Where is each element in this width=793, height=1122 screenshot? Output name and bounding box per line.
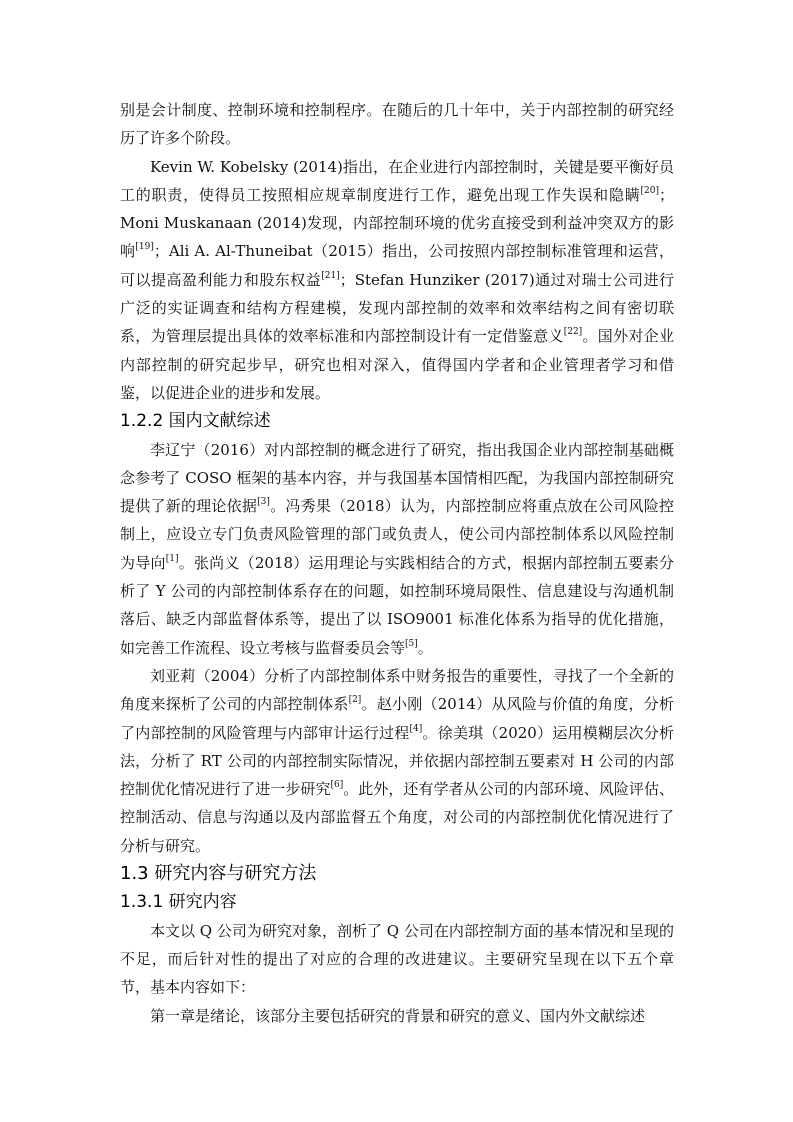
body-paragraph [120,662,674,860]
citation-ref: [4] [409,723,423,734]
text-run: 李辽宁（2016）对内部控制的概念进行了研究，指出我国企业内部控制基础概念参考了 COSO 框架的基本内容，并与我国基本国情相匹配，为我国内部控制研究提供了新的理论依据 [120,440,674,516]
text-run: 。冯秀果（2018）认为，内部控制应将重点放在公司风险控制上，应设立专门负责风险管理的部门或负责人，使公司内部控制体系以风险控制为导向 [120,497,674,572]
body-paragraph [120,917,674,1002]
text-run: Kevin W. Kobelsky (2014)指出，在企业进行内部控制时，关键是要平衡好员工的职责，使得员工按照相应规章制度进行工作，避免出现工作失误和隐瞒 [120,157,674,204]
citation-ref: [21] [321,270,340,281]
citation-ref: [3] [257,497,270,508]
text-run: 别是会计制度、控制环境和控制程序。在随后的几十年中，关于内部控制的研究经历了许多个阶段。 [120,101,674,148]
text-run: 第一章是绪论，该部分主要包括研究的背景和研究的意义、国内外文献综述 [150,1006,646,1025]
text-run: 。国外对企业内部控制的研究起步早，研究也相对深入，值得国内学者和企业管理者学习和借鉴，以促进企业的进步和发展。 [120,327,674,402]
citation-ref: [6] [330,780,344,791]
text-run: 1.3 研究内容与研究方法 [120,863,317,885]
text-run: ；Moni Muskanaan (2014)发现，内部控制环境的优劣直接受到利益冲突双方的影响 [120,185,674,261]
text-run: 。张尚义（2018）运用理论与实践相结合的方式，根据内部控制五要素分析了 Y 公司的内部控制体系存在的问题，如控制环境局限性、信息建设与沟通机制落后、缺乏内部监督体系等，提出了以 ISO9001 标准化体系为指导的优化措施，如完善工作流程、设立考核与监督委员会等 [120,553,674,657]
citation-ref: [2] [348,695,362,706]
text-run: 。徐美琪（2020）运用模糊层次分析法，分析了 RT 公司的内部控制实际情况，并依据内部控制五要素对 H 公司的内部控制优化情况进行了进一步研究 [120,723,674,799]
text-run: 。 [417,638,433,657]
text-run: 刘亚莉（2004）分析了内部控制体系中财务报告的重要性，寻找了一个全新的角度来探析了公司的内部控制体系 [120,666,674,714]
text-run: 。赵小刚（2014）从风险与价值的角度，分析了内部控制的风险管理与内部审计运行过程 [120,695,674,742]
text-run: 1.3.1 研究内容 [120,892,237,913]
body-paragraph [120,1002,674,1030]
citation-ref: [20] [640,185,659,196]
document-page [120,96,674,1030]
body-paragraph [120,153,674,408]
subsection-heading [120,407,674,435]
text-run: 本文以 Q 公司为研究对象，剖析了 Q 公司在内部控制方面的基本情况和呈现的不足，而后针对性的提出了对应的合理的改进建议。主要研究呈现在以下五个章节，基本内容如下： [120,921,674,997]
section-heading [120,860,674,888]
citation-ref: [5] [405,638,418,649]
citation-ref: [19] [135,242,154,253]
citation-ref: [22] [563,327,583,338]
body-paragraph [120,436,674,662]
body-paragraph [120,96,674,153]
text-run: ；Stefan Hunziker (2017)通过对瑞士公司进行广泛的实证调查和结构方程建模，发现内部控制的效率和效率结构之间有密切联系，为管理层提出具体的效率标准和内部控制设计有一定借鉴意义 [120,270,674,346]
text-run: 1.2.2 国内文献综述 [120,411,271,432]
citation-ref: [1] [165,553,179,564]
text-run: ；Ali A. Al-Thuneibat（2015）指出，公司按照内部控制标准管理和运营，可以提高盈利能力和股东权益 [120,242,674,289]
text-run: 。此外，还有学者从公司的内部环境、风险评估、控制活动、信息与沟通以及内部监督五个角度，对公司的内部控制优化情况进行了分析与研究。 [120,780,674,855]
subsection-heading [120,888,674,916]
